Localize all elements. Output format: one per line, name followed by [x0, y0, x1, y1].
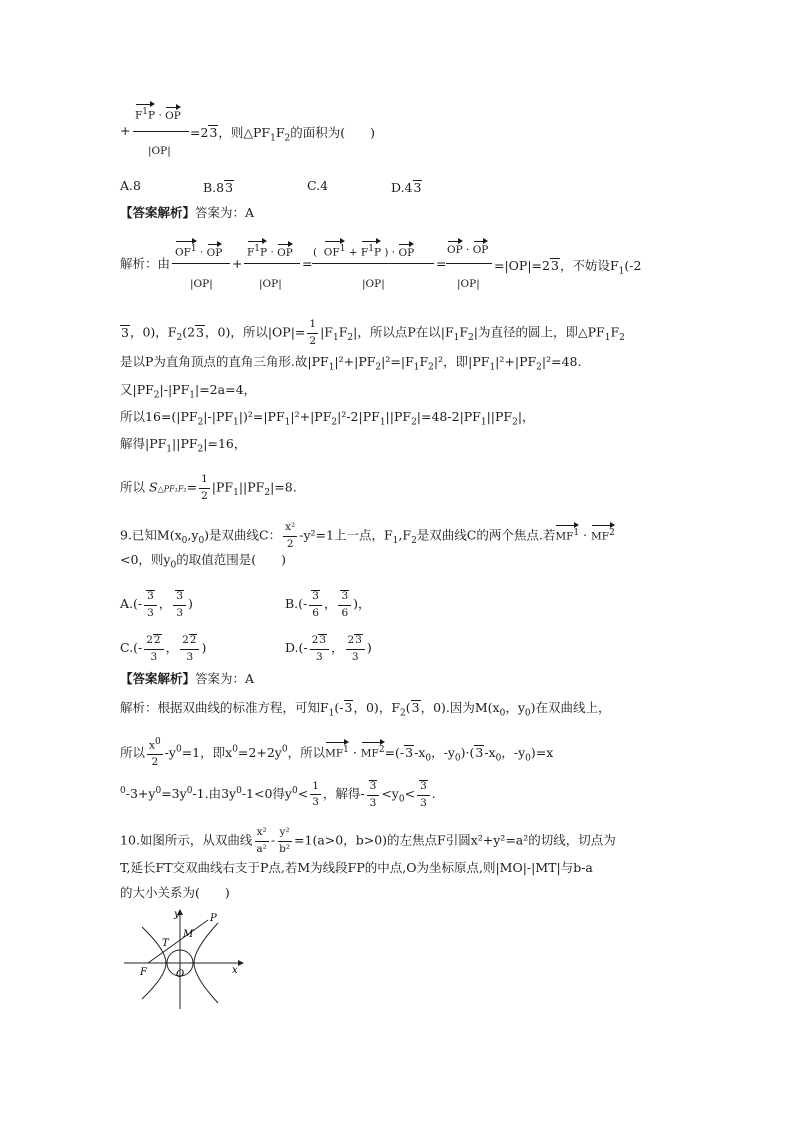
- sol8-f2-den: |OP|: [259, 278, 282, 290]
- sol9-line2: 所以 $\frac{x^0}{2}$ $-y^0=1$，即$x^0=2+2y^0$，所以$MF^1 \cdot MF^2=(-3-x_0$，$-y_0)\cdot(3-x_0$，$-y_0)=x$: [120, 737, 554, 769]
- label-p: P: [210, 913, 217, 924]
- q8-option-a: A.8: [120, 178, 141, 193]
- q9-stem-line2: <0，则$y_0$的取值范围是( ): [120, 552, 286, 571]
- sol8-label: 解析：由: [120, 256, 171, 271]
- sol8-bar1: [172, 263, 230, 264]
- vector-f1p: $F^1P$: [135, 103, 155, 121]
- q8-option-b: B.83: [203, 180, 234, 195]
- sol8-plus: +: [232, 256, 243, 271]
- answer-label: 【答案解析】: [120, 205, 196, 220]
- q9-stem-line1: 9.已知$M(x_0,y_0)$是双曲线C： $\frac{\text{x²}}{2}$ -y²=1上一点，$F_1,F_2$是双曲线C的两个焦点.若$MF^1 \cdot MF^2$: [120, 521, 615, 550]
- q8-frac-bar: [133, 131, 189, 132]
- sol8-line4: 又$|PF_2|-|PF_1|=2a=4$，: [120, 382, 257, 401]
- vector-op: OP: [165, 106, 181, 122]
- sol8-f4-den: |OP|: [457, 278, 480, 290]
- answer-label: 【答案解析】: [120, 671, 196, 686]
- q8-top-frac-num: $F^1P$ · OP: [135, 103, 181, 121]
- hyperbola-figure: [120, 905, 250, 1015]
- answer-header-8: [120, 207, 254, 220]
- q8-lead-plus: +: [120, 123, 131, 138]
- sol8-bar4: [446, 263, 492, 264]
- q8-stem-tail: =23，则$\triangle PF_1F_2$的面积为( ): [190, 125, 376, 144]
- q8-frac-den: |OP|: [148, 145, 171, 157]
- q10-line1: 10.如图所示，从双曲线 $\frac{\text{x²}}{\text{a²}}$ - $\frac{\text{y²}}{\text{b²}}$ =1(a>0，b>0)的左焦点F引圆x²+y²=a²的切线，切点为: [120, 826, 616, 855]
- sol8-bar3: [312, 263, 434, 264]
- sol8-line5: 所以$16=(|PF_2|-|PF_1|)^2=|PF_1|^2+|PF_2|^2-2|PF_1||PF_2|=48-2|PF_1||PF_2|$，: [120, 409, 535, 428]
- sol8-line6: 解得$|PF_1||PF_2|=16$，: [120, 436, 247, 455]
- sol8-f3-num: ( $OF^1 + F^1P$ ) · OP: [313, 240, 414, 258]
- sol8-line2: 3，0)，$F_2(23$，0)，所以|OP|= $\frac{1}{2}$ $|F_1F_2|$，所以点P在以$|F_1F_2|$为直径的圆上，即$\triangle PF_1F_2$: [121, 318, 625, 347]
- q8-option-c: C.4: [307, 178, 329, 193]
- label-o: O: [176, 969, 185, 980]
- sol8-f2-num: $F^1P$ · OP: [247, 240, 293, 258]
- sol8-line7: 所以 S△PF₁F₂= $\frac{1}{2}$ $|PF_1||PF_2|=8$.: [120, 473, 297, 502]
- q9-option-a: A.(- $\frac{3}{3}$ ， $\frac{3}{3}$ ): [120, 590, 193, 619]
- sol8-eq2: =: [436, 256, 447, 271]
- q9-option-b: B.(- $\frac{3}{6}$ ， $\frac{3}{6}$ )，: [285, 590, 371, 619]
- label-x: x: [232, 965, 238, 976]
- q10-line2: T,延长FT交双曲线右支于P点,若M为线段FP的中点,O为坐标原点,则|MO|-|MT|与b-a: [120, 860, 593, 875]
- sol9-line1: 解析：根据双曲线的标准方程，可知$F_1(-3$，0)，$F_2(3$，0).因为$M(x_0$，$y_0$)在双曲线上，: [120, 700, 611, 719]
- label-m: M: [183, 929, 194, 940]
- sol8-f3-den: |OP|: [362, 278, 385, 290]
- answer-value: 答案为：A: [195, 671, 255, 686]
- q9-option-d: D.(- $\frac{23}{3}$ ， $\frac{23}{3}$ ): [285, 634, 372, 663]
- x-axis-arrow: [238, 960, 244, 966]
- sol8-line3: 是以P为直角顶点的直角三角形.故$|PF_1|^2+|PF_2|^2=|F_1F_2|^2$，即$|PF_1|^2+|PF_2|^2=48$.: [120, 354, 582, 373]
- q8-option-d: D.43: [391, 180, 422, 195]
- q9-option-c: C.(- $\frac{22}{3}$ ， $\frac{22}{3}$ ): [120, 634, 207, 663]
- label-f: F: [140, 967, 147, 978]
- sol8-f1-den: |OP|: [190, 278, 213, 290]
- answer-value: 答案为：A: [195, 205, 255, 220]
- q10-line3: 的大小关系为( ): [120, 885, 230, 900]
- sol8-f1-num: $OF^1$ · OP: [175, 240, 222, 258]
- sol8-bar2: [244, 263, 300, 264]
- label-t: T: [162, 938, 169, 949]
- answer-header-9: [120, 673, 254, 686]
- label-y: y: [174, 909, 180, 920]
- tangent-line-fp: [148, 920, 208, 963]
- sol9-line3: $^0-3+y^0=3y^0-1$.由$3y^0-1<0$得$y^0<$ $\frac{1}{3}$ ，解得- $\frac{3}{3}$ $<y_0<$ $\frac{3}{3}$ .: [120, 779, 436, 809]
- sol8-tail: =|OP|=23，不妨设$F_1(-2$: [494, 258, 642, 277]
- sol8-eq1: =: [302, 256, 313, 271]
- sol8-f4-num: OP · OP: [447, 240, 488, 256]
